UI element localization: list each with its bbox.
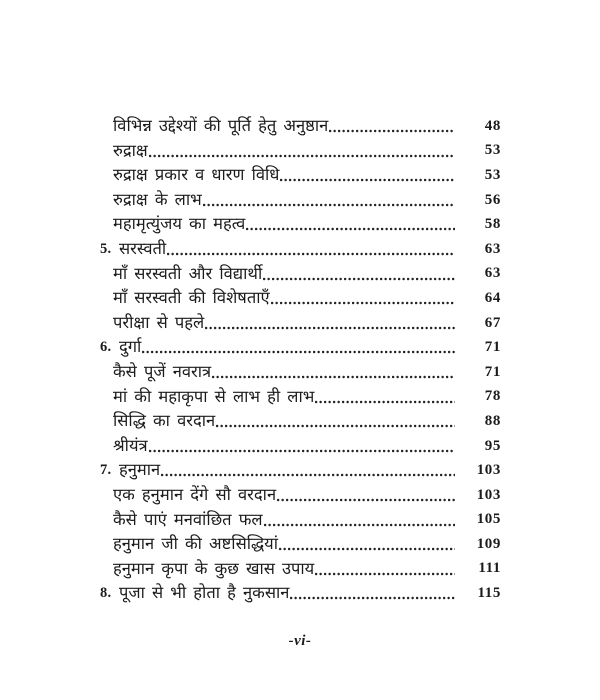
toc-entry-page: 103 (476, 462, 501, 479)
dot-leader (264, 523, 455, 527)
toc-entry-title: दुर्गा (119, 337, 142, 357)
toc-entry-title: सिद्धि का वरदान (113, 411, 216, 431)
toc-entry (100, 385, 501, 410)
dot-leader (149, 154, 455, 158)
toc-entry-page: 53 (484, 166, 501, 183)
dot-leader (279, 547, 455, 551)
toc-entry-page: 111 (478, 560, 501, 577)
toc-entry-title: हनुमान जी की अष्टसिद्धियां (113, 534, 279, 554)
toc-entry-page: 63 (484, 240, 501, 257)
toc-entry-page: 88 (484, 412, 501, 429)
dot-leader (167, 252, 455, 256)
toc-entry-page: 63 (484, 265, 501, 282)
toc-entry-page: 71 (484, 339, 501, 356)
toc-entry (100, 581, 501, 606)
toc-entry (100, 163, 501, 188)
toc-entry-title: परीक्षा से पहले (113, 312, 205, 332)
dot-leader (315, 572, 455, 576)
toc-entry-page: 67 (484, 314, 501, 331)
toc-entry (100, 434, 501, 459)
dot-leader (205, 326, 455, 330)
toc-entry (100, 557, 501, 582)
toc-entry-title: श्रीयंत्र (113, 435, 148, 455)
toc-entry (100, 114, 501, 139)
toc-entry-title: मां की महाकृपा से लाभ ही लाभ (113, 386, 315, 406)
dot-leader (246, 227, 455, 231)
toc-entry (100, 188, 501, 213)
toc-entry-title: रुद्राक्ष प्रकार व धारण विधि (113, 165, 280, 185)
toc-entry-page: 115 (477, 585, 501, 602)
dot-leader (329, 129, 455, 133)
toc-entry-page: 56 (484, 191, 501, 208)
toc-entry (100, 139, 501, 164)
toc-entry-page: 64 (484, 289, 501, 306)
toc-entry (100, 212, 501, 237)
dot-leader (216, 424, 455, 428)
page-footer: -vi- (288, 633, 312, 649)
toc-entry-page: 95 (484, 437, 501, 454)
toc-entry (100, 508, 501, 533)
dot-leader (280, 178, 455, 182)
dot-leader (271, 301, 455, 305)
dot-leader (203, 203, 455, 207)
toc-entry-title: रुद्राक्ष (113, 140, 148, 160)
toc-entry-number: 6. (100, 339, 112, 356)
toc-entry-page: 71 (484, 363, 501, 380)
toc-entry-title: एक हनुमान देंगे सौ वरदान (113, 484, 277, 504)
toc-entry (100, 237, 501, 262)
dot-leader (290, 596, 455, 600)
dot-leader (212, 375, 455, 379)
toc-entry-title: कैसे पूजें नवरात्र (113, 361, 212, 381)
toc-entry-title: सरस्वती (119, 239, 167, 259)
dot-leader (161, 473, 455, 477)
toc-entry-title: विभिन्न उद्देश्यों की पूर्ति हेतु अनुष्ठान (113, 116, 329, 136)
toc-entry-page: 48 (484, 117, 501, 134)
toc-entry (100, 532, 501, 557)
toc-entry (100, 409, 501, 434)
toc-entry (100, 360, 501, 385)
toc-entry-title: माँ सरस्वती की विशेषताएँ (113, 288, 270, 308)
toc-entry-title: कैसे पाएं मनवांछित फल (113, 509, 263, 529)
toc-entry-title: हनुमान कृपा के कुछ खास उपाय (113, 558, 315, 578)
toc-entry-page: 58 (484, 216, 501, 233)
toc-entry (100, 311, 501, 336)
toc-entry (100, 458, 501, 483)
toc-entry-number: 8. (100, 585, 112, 602)
toc-entry (100, 335, 501, 360)
toc-entry (100, 286, 501, 311)
toc-entry-page: 78 (484, 388, 501, 405)
dot-leader (149, 449, 455, 453)
toc-list (100, 114, 501, 606)
dot-leader (315, 400, 455, 404)
dot-leader (263, 277, 455, 281)
toc-entry-title: पूजा से भी होता है नुकसान (119, 583, 290, 603)
toc-entry-page: 53 (484, 142, 501, 159)
toc-entry-page: 103 (476, 486, 501, 503)
toc-entry-number: 7. (100, 462, 112, 479)
dot-leader (277, 498, 455, 502)
toc-entry-title: हनुमान (119, 460, 161, 480)
toc-entry-page: 105 (476, 511, 501, 528)
toc-entry-title: महामृत्युंजय का महत्व (113, 214, 246, 234)
toc-entry-title: माँ सरस्वती और विद्यार्थी (113, 263, 263, 283)
toc-entry (100, 262, 501, 287)
toc-entry (100, 483, 501, 508)
toc-entry-page: 109 (476, 535, 501, 552)
dot-leader (142, 350, 455, 354)
toc-entry-number: 5. (100, 240, 112, 257)
toc-entry-title: रुद्राक्ष के लाभ (113, 189, 202, 209)
